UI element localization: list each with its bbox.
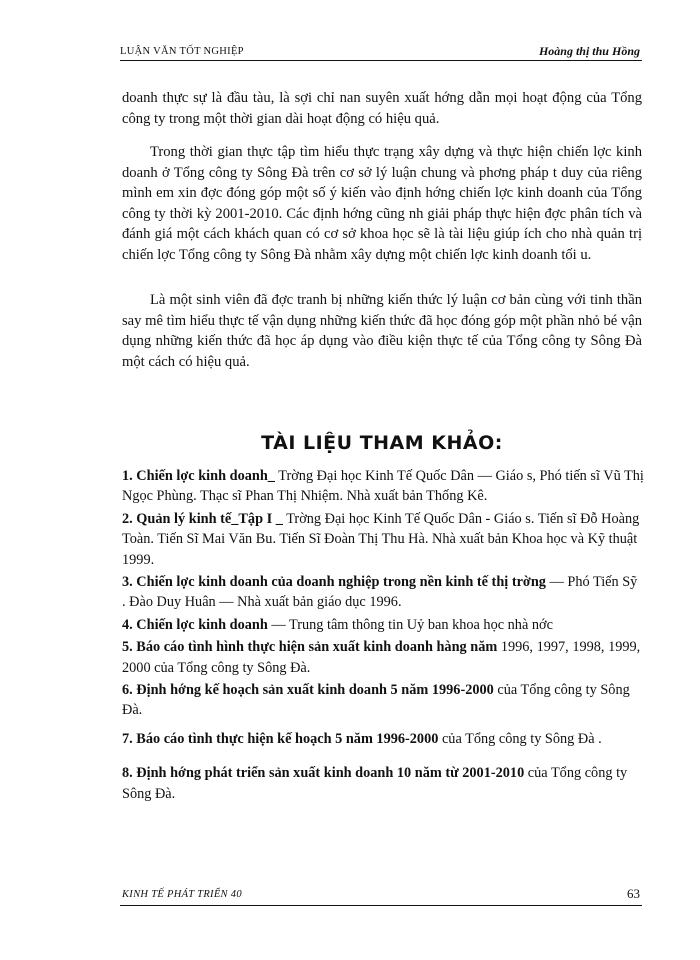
reference-title: 5. Báo cáo tình hình thực hiện sản xuất kinh doanh hàng năm (122, 639, 498, 656)
reference-detail: của Tổng công ty Sông Đà. (122, 682, 630, 719)
reference-title: 3. Chiến lợc kinh doanh của doanh nghiệp trong nền kinh tế thị trờng (122, 574, 546, 591)
header-rule (120, 60, 642, 61)
reference-title: 1. Chiến lợc kinh doanh_ (122, 468, 275, 484)
paragraph-3 (122, 290, 642, 372)
reference-detail: 1996, 1997, 1998, 1999, 2000 của Tổng công ty Sông Đà. (122, 639, 641, 676)
reference-item (122, 680, 644, 721)
paragraph-1 (122, 88, 642, 129)
reference-detail: — Trung tâm thông tin Uỷ ban khoa học nhà nớc (267, 616, 553, 633)
footer-class-label: KINH TẾ PHÁT TRIỂN 40 (122, 889, 242, 900)
reference-title: 8. Định hớng phát triển sản xuất kinh doanh 10 năm từ 2001-2010 (122, 765, 525, 782)
reference-detail: Trờng Đại học Kinh Tế Quốc Dân - Giáo s. Tiến sĩ Đỗ Hoàng Toàn. Tiến Sĩ Mai Văn Bu. Tiến Sĩ Đoàn Thị Thu Hà. Nhà xuất bản Khoa học và Kỹ thuật 1999. (122, 510, 640, 568)
reference-item (122, 615, 644, 635)
reference-item (122, 637, 644, 678)
reference-item (122, 509, 644, 570)
reference-item (122, 729, 644, 749)
paragraph-2 (122, 142, 642, 266)
references-list (122, 466, 644, 806)
reference-item (122, 763, 644, 804)
footer-rule (120, 905, 642, 906)
reference-item (122, 572, 644, 613)
reference-item (122, 466, 644, 507)
reference-title: 4. Chiến lợc kinh doanh (122, 616, 268, 633)
reference-title: 2. Quản lý kinh tế_Tập I _ (122, 510, 283, 527)
header-author-name: Hoàng thị thu Hồng (538, 44, 640, 58)
page-header (120, 44, 642, 60)
reference-detail: của Tổng công ty Sông Đà. (122, 765, 628, 802)
header-thesis-label: LUẬN VĂN TỐT NGHIỆP (120, 46, 244, 57)
references-heading: TÀI LIỆU THAM KHẢO: (261, 432, 503, 454)
reference-detail: Trờng Đại học Kinh Tế Quốc Dân — Giáo s, Phó tiến sĩ Vũ Thị Ngọc Phùng. Thạc sĩ Phan Thị Nhiệm. Nhà xuất bản Thống Kê. (122, 468, 644, 505)
paragraph-text: doanh thực sự là đầu tàu, là sợi chỉ nan suyên xuất hớng dẫn mọi hoạt động của Tổng công ty trong một thời gian dài hoạt động có hiệu quả. (122, 90, 642, 127)
paragraph-text: Trong thời gian thực tập tìm hiểu thực trạng xây dựng và thực hiện chiến lợc kinh doanh ở Tổng công ty Sông Đà trên cơ sở lý luận chung và phơng pháp t duy của riêng mình em xin đợc đóng góp một số ý kiến vào định hớng chiến lợc kinh doanh của Tổng công ty thời kỳ 2001-2010. Các định hớng cũng nh giải pháp thực hiện đợc phân tích và đánh giá một cách khách quan có cơ sở khoa học sẽ là tài liệu giúp ích cho nhà quản trị chiến lợc Tổng công ty Sông Đà nhằm xây dựng một chiến lợc kinh doanh tối u. (122, 144, 642, 263)
reference-detail: của Tổng công ty Sông Đà . (438, 730, 602, 747)
page-number: 63 (627, 886, 640, 901)
reference-detail: — Phó Tiến Sỹ . Đào Duy Huân — Nhà xuất bản giáo dục 1996. (122, 574, 638, 611)
reference-title: 6. Định hớng kế hoạch sản xuất kinh doanh 5 năm 1996-2000 (122, 682, 494, 699)
reference-title: 7. Báo cáo tình thực hiện kế hoạch 5 năm 1996-2000 (122, 730, 439, 747)
paragraph-text: Là một sinh viên đã đợc tranh bị những kiến thức lý luận cơ bản cùng với tinh thần say mê tìm hiểu thực tế vận dụng những kiến thức đã học đóng góp một phần nhỏ bé vận dụng những kiến thức đã học áp dụng vào điều kiện thực tế của Tổng công ty Sông Đà một cách có hiệu quả. (122, 292, 642, 370)
